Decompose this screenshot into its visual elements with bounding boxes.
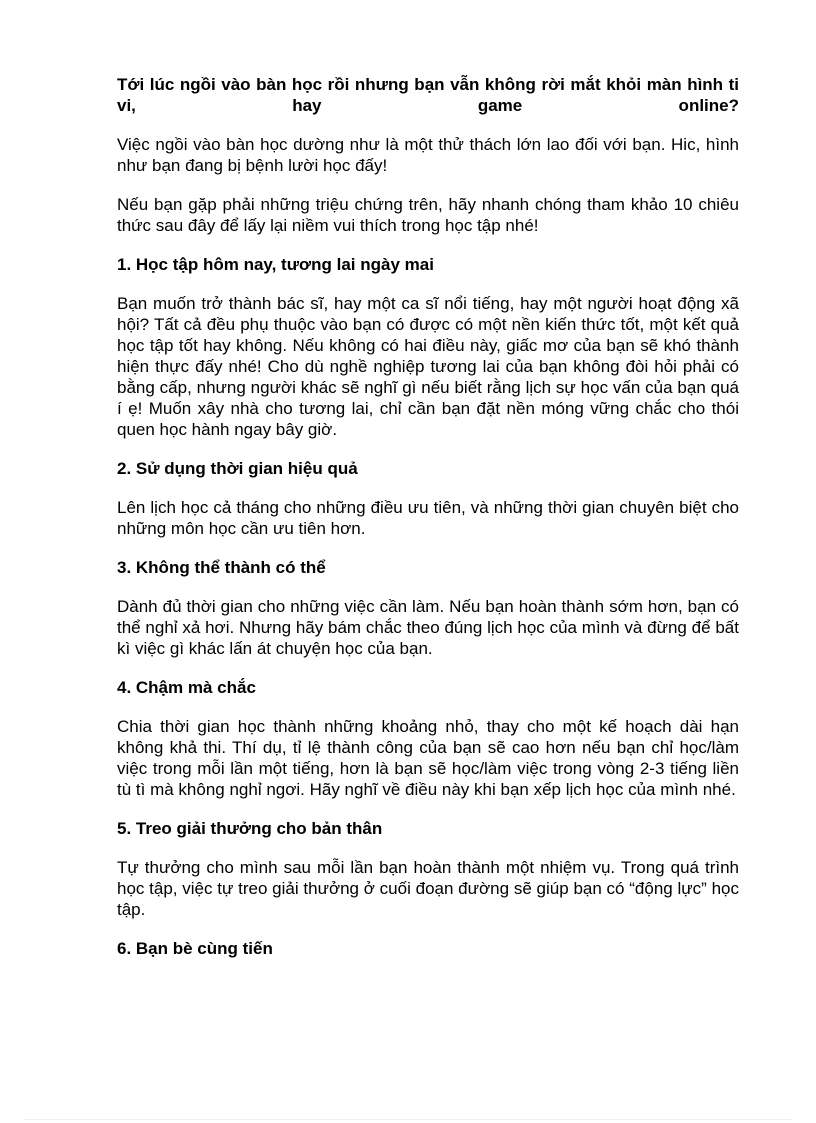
- section-heading: 2. Sử dụng thời gian hiệu quả: [117, 459, 358, 478]
- intro-paragraph: Việc ngồi vào bàn học dường như là một thử thách lớn lao đối với bạn. Hic, hình như bạn đang bị bệnh lười học đấy!: [117, 135, 739, 175]
- section-heading: 5. Treo giải thưởng cho bản thân: [117, 819, 383, 838]
- section-body: Lên lịch học cả tháng cho những điều ưu tiên, và những thời gian chuyên biệt cho những môn học cần ưu tiên hơn.: [117, 498, 739, 538]
- section-body: Dành đủ thời gian cho những việc cần làm. Nếu bạn hoàn thành sớm hơn, bạn có thể nghỉ xả hơi. Nhưng hãy bám chắc theo đúng lịch học của mình và đừng để bất kì việc gì khác lấn át chuyện học của bạn.: [117, 597, 739, 658]
- intro-paragraph: Nếu bạn gặp phải những triệu chứng trên, hãy nhanh chóng tham khảo 10 chiêu thức sau đây để lấy lại niềm vui thích trong học tập nhé!: [117, 195, 739, 235]
- document-title: Tới lúc ngồi vào bàn học rồi nhưng bạn vẫn không rời mắt khỏi màn hình ti vi, hay game online?: [117, 75, 739, 115]
- section-heading: 3. Không thể thành có thể: [117, 558, 326, 577]
- section-body: Tự thưởng cho mình sau mỗi lần bạn hoàn thành một nhiệm vụ. Trong quá trình học tập, việc tự treo giải thưởng ở cuối đoạn đường sẽ giúp bạn có “động lực” học tập.: [117, 858, 739, 919]
- section-body: Chia thời gian học thành những khoảng nhỏ, thay cho một kế hoạch dài hạn không khả thi. Thí dụ, tỉ lệ thành công của bạn sẽ cao hơn nếu bạn chỉ học/làm việc trong mỗi lần một tiếng, hơn là bạn sẽ học/làm việc trong vòng 2-3 tiếng liền tù tì mà không nghỉ ngơi. Hãy nghĩ về điều này khi bạn xếp lịch học của mình nhé.: [117, 717, 739, 799]
- section-heading: 1. Học tập hôm nay, tương lai ngày mai: [117, 255, 434, 274]
- section-heading: 4. Chậm mà chắc: [117, 678, 256, 697]
- section-heading: 6. Bạn bè cùng tiến: [117, 939, 273, 958]
- page-bottom-divider: [24, 1119, 792, 1120]
- document-page: [117, 74, 739, 977]
- section-body: Bạn muốn trở thành bác sĩ, hay một ca sĩ nổi tiếng, hay một người hoạt động xã hội? Tất cả đều phụ thuộc vào bạn có được có một nền kiến thức tốt, một kết quả học tập tốt hay không. Nếu không có hai điều này, giấc mơ của bạn sẽ khó thành hiện thực đấy nhé! Cho dù nghề nghiệp tương lai của bạn không đòi hỏi phải có bằng cấp, nhưng người khác sẽ nghĩ gì nếu biết rằng lịch sự học vấn của bạn quá í ẹ! Muốn xây nhà cho tương lai, chỉ cần bạn đặt nền móng vững chắc cho thói quen học hành ngay bây giờ.: [117, 294, 739, 439]
